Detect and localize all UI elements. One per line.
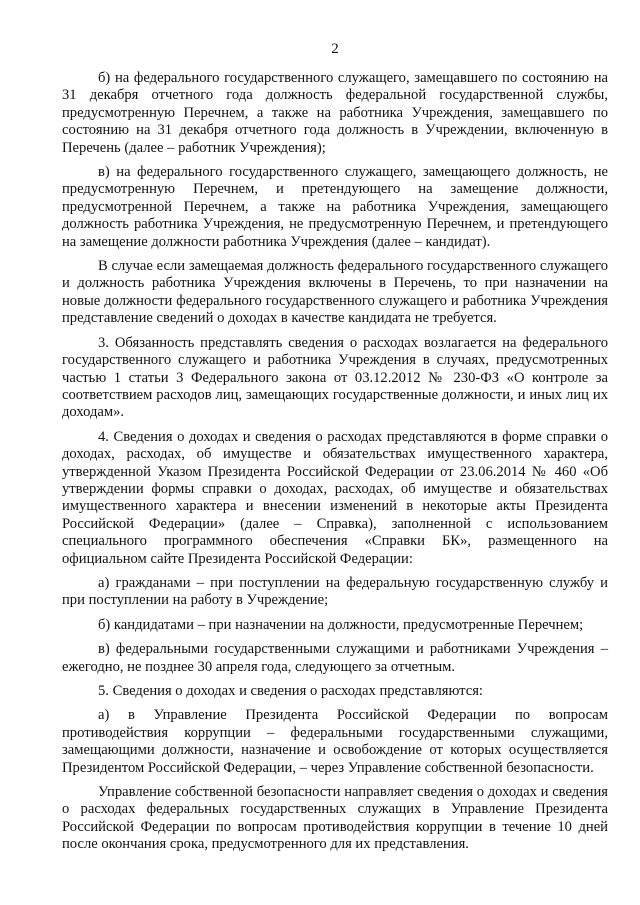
paragraph-clause-4: 4. Сведения о доходах и сведения о расходах представляются в форме справки о доходах, расходах, об имуществе и обязательствах имущественного характера, утвержденной Указом Президента Российской Федерации от 23.06.2014 № 460 «Об утверждении формы справки о доходах, расходах, об имуществе и обязательствах имущественного характера и внесении изменений в некоторые акты Президента Российской Федерации» (далее – Справка), заполненной с использованием специального программного обеспечения «Справки БК», размещенного на официальном сайте Президента Российской Федерации: [62, 428, 608, 567]
page-number: 2 [331, 41, 339, 57]
paragraph-exception: В случае если замещаемая должность федерального государственного служащего и должность работника Учреждения включены в Перечень, то при назначении на новые должности федерального государственного служащего и работника Учреждения представление сведений о доходах в качестве кандидата не требуется. [62, 258, 608, 327]
paragraph-item-b: б) на федерального государственного служащего, замещавшего по состоянию на 31 декабря отчетного года должность федеральной государственной службы, предусмотренную Перечнем, а также на работника Учреждения, замещавшего по состоянию на 31 декабря отчетного года должность в Учреждении, включенную в Перечень (далее – работник Учреждения); [62, 70, 608, 156]
paragraph-item-v: в) на федерального государственного служащего, замещающего должность, не предусмотренную Перечнем, и претендующего на замещение должности, предусмотренной Перечнем, а также на работника Учреждения, замещающего должность работника Учреждения, не предусмотренную Перечнем, и претендующего на замещение должности работника Учреждения (далее – кандидат). [62, 164, 608, 250]
paragraph-clause-4-b: б) кандидатами – при назначении на должности, предусмотренные Перечнем; [98, 616, 584, 633]
paragraph-clause-4-a: а) гражданами – при поступлении на федеральную государственную службу и при поступлении на работу в Учреждение; [62, 574, 608, 609]
paragraph-clause-5: 5. Сведения о доходах и сведения о расходах представляются: [98, 683, 483, 699]
paragraph-clause-5-a: а) в Управление Президента Российской Федерации по вопросам противодействия коррупции – федеральными государственными служащими, замещающими должности, назначение и освобождение от которых осуществляется Президентом Российской Федерации, – через Управление собственной безопасности. [62, 707, 608, 776]
document-body [62, 70, 608, 854]
paragraph-clause-3: 3. Обязанность представлять сведения о расходах возлагается на федерального государственного служащего и работника Учреждения в случаях, предусмотренных частью 1 статьи 3 Федерального закона от 03.12.2012 № 230-ФЗ «О контроле за соответствием расходов лиц, замещающих государственные должности, и иных лиц их доходам». [62, 334, 608, 421]
paragraph-clause-4-v: в) федеральными государственными служащими и работниками Учреждения – ежегодно, не позднее 30 апреля года, следующего за отчетным. [62, 641, 608, 675]
paragraph-security-office: Управление собственной безопасности направляет сведения о доходах и сведения о расходах федеральных государственных служащих в Управление Президента Российской Федерации по вопросам противодействия коррупции в течение 10 дней после окончания срока, предусмотренного для их представления. [62, 784, 608, 853]
